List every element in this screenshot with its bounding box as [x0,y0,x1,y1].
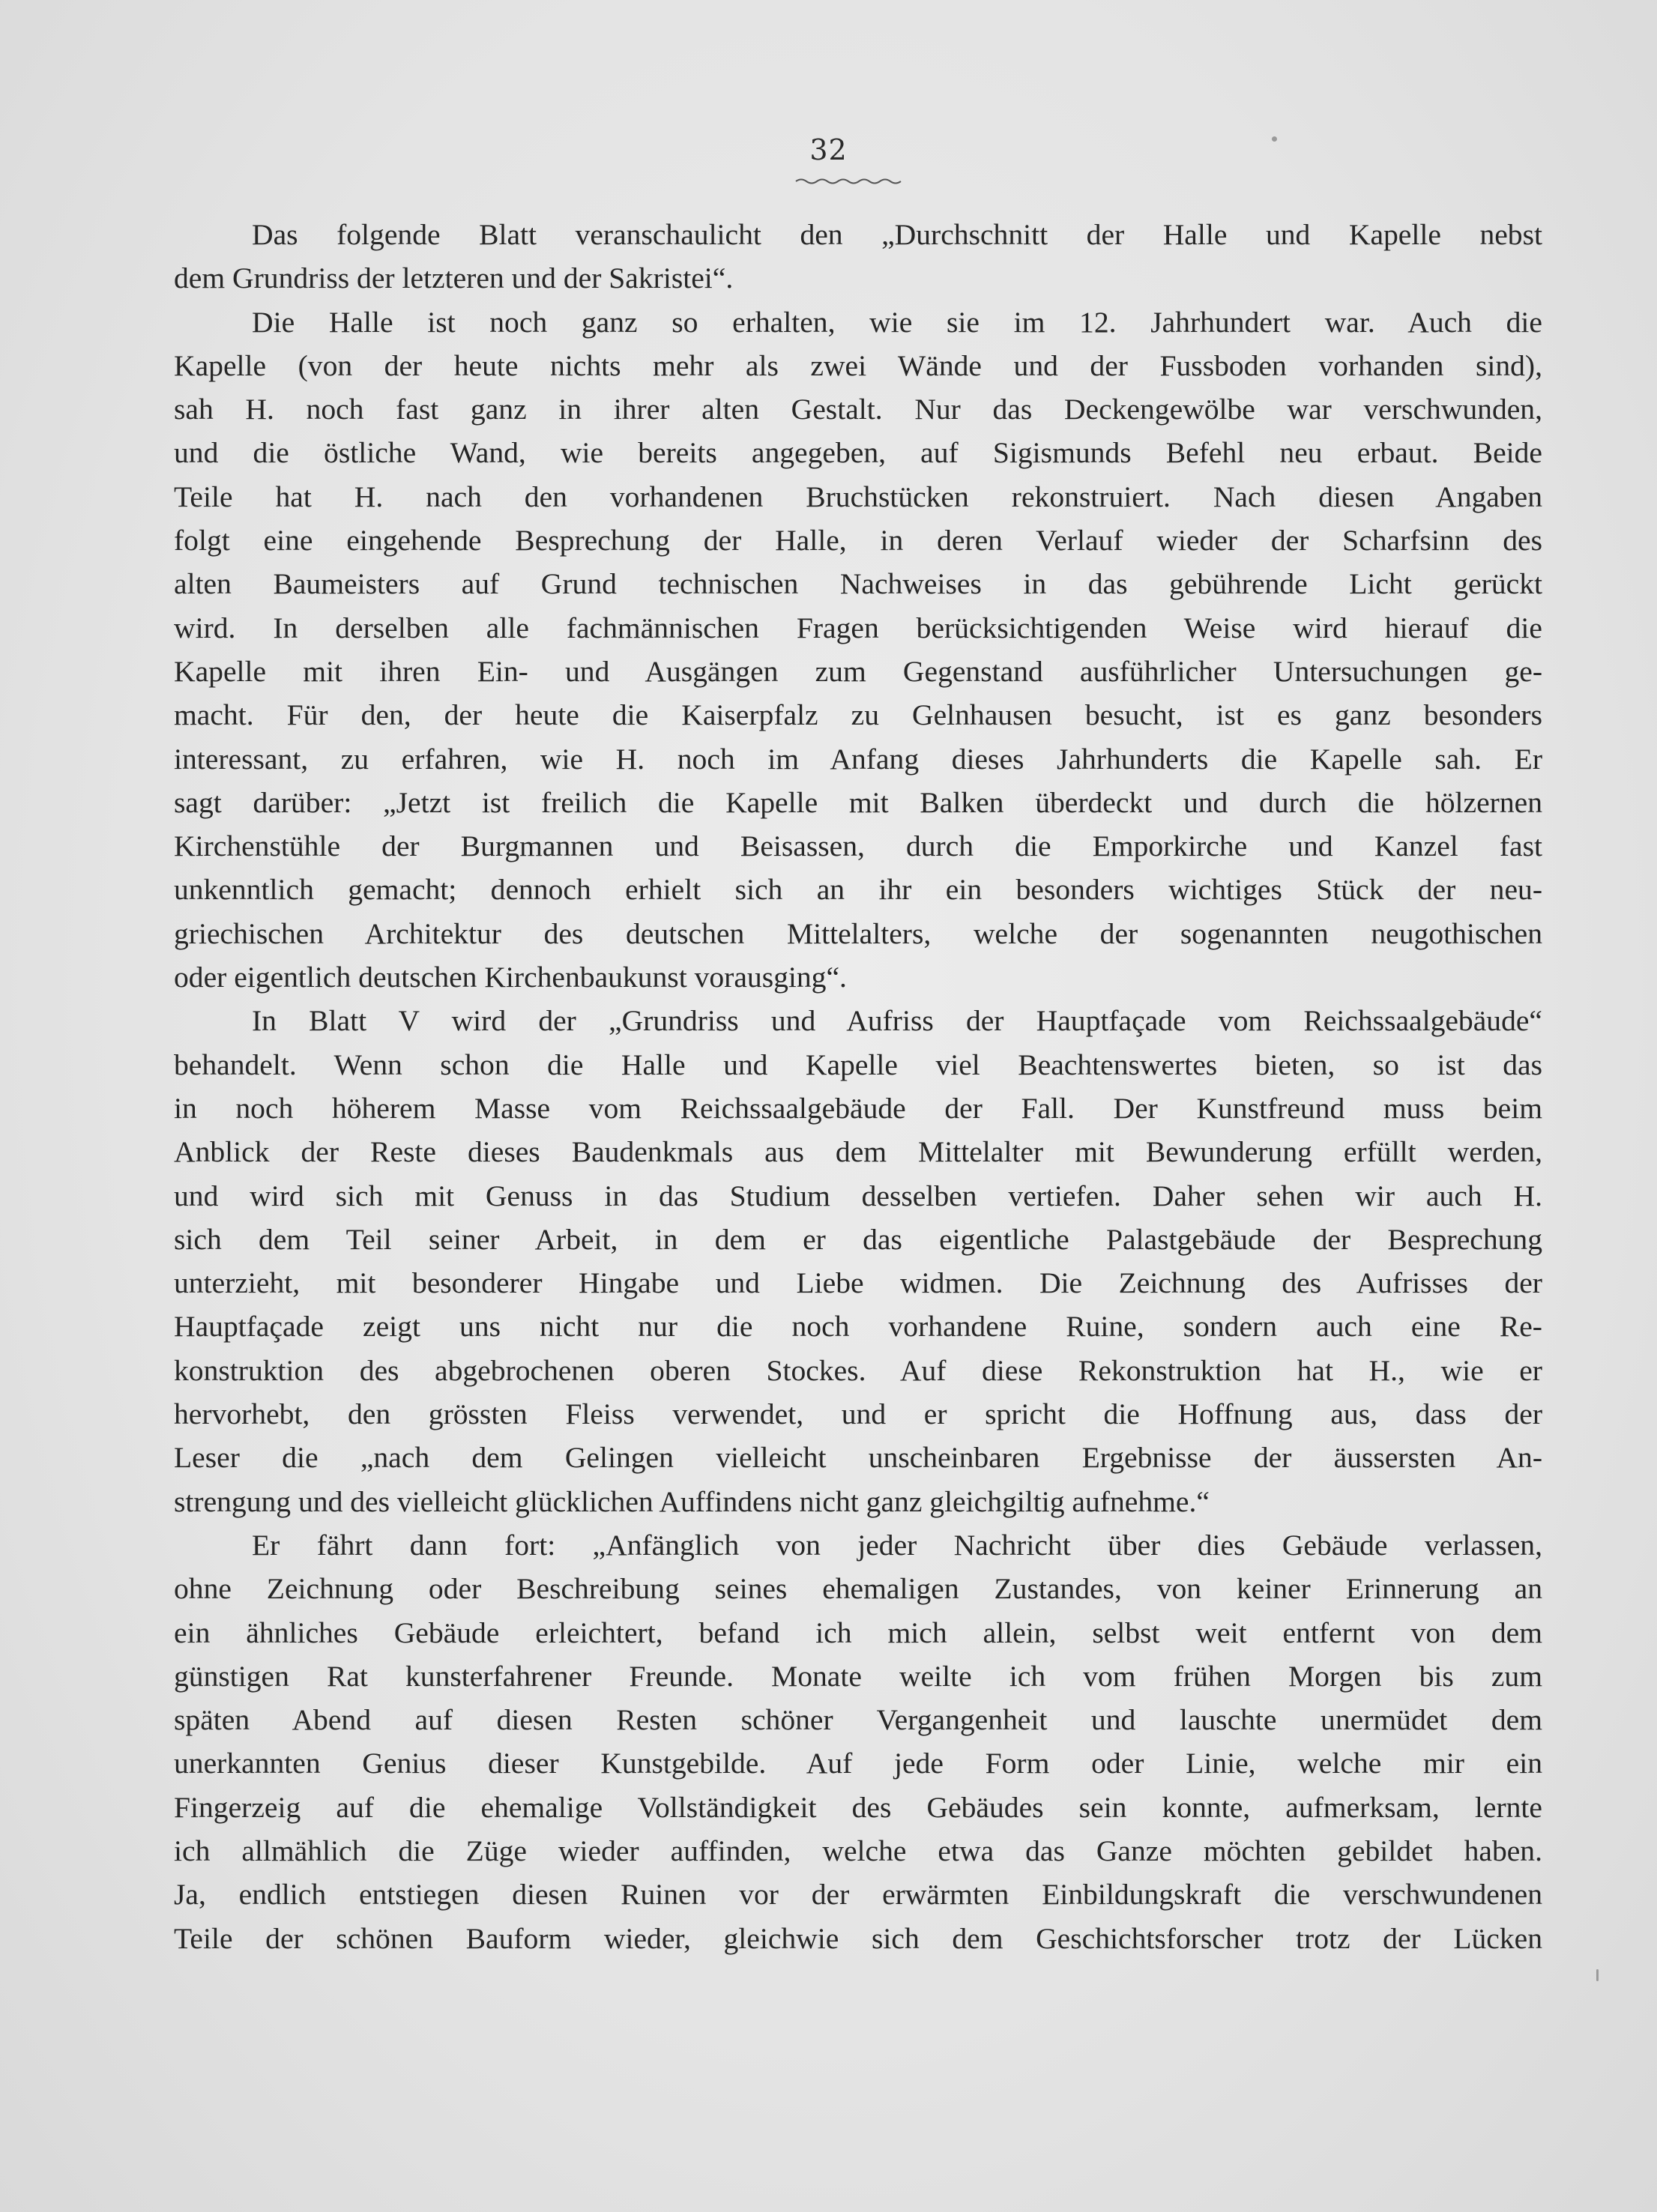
text-line: In Blatt V wird der „Grundriss und Aufriss der Hauptfaçade vom Reichssaalgebäude“ [252,1004,1542,1038]
text-line: Leser die „nach dem Gelingen vielleicht unscheinbaren Ergebnisse der äussersten An- [174,1441,1542,1475]
text-line: Kapelle (von der heute nichts mehr als zwei Wände und der Fussboden vorhanden sind), [174,348,1542,382]
text-line: interessant, zu erfahren, wie H. noch im Anfang dieses Jahrhunderts die Kapelle sah. Er [174,742,1542,776]
text-line: Er fährt dann fort: „Anfänglich von jeder Nachricht über dies Gebäude verlassen, [252,1528,1542,1562]
page-number-ornament [794,177,907,186]
text-line: ohne Zeichnung oder Beschreibung seines ehemaligen Zustandes, von keiner Erinnerung an [174,1572,1542,1606]
text-line: sagt darüber: „Jetzt ist freilich die Kapelle mit Balken überdeckt und durch die hölzernen [174,785,1542,819]
text-line: Das folgende Blatt veranschaulicht den „Durchschnitt der Halle und Kapelle nebst [252,218,1542,251]
text-line: konstruktion des abgebrochenen oberen Stockes. Auf diese Rekonstruktion hat H., wie er [174,1353,1542,1387]
text-line: macht. Für den, der heute die Kaiserpfalz zu Gelnhausen besucht, ist es ganz besonders [174,698,1542,732]
text-line: und die östliche Wand, wie bereits angegeben, auf Sigismunds Befehl neu erbaut. Beide [174,436,1542,470]
text-line: strengung und des vielleicht glücklichen Auffindens nicht ganz gleichgiltig aufnehme.“ [174,1484,1210,1518]
text-line: günstigen Rat kunsterfahrener Freunde. Monate weilte ich vom frühen Morgen bis zum [174,1659,1542,1693]
page-number: 32 [809,133,848,166]
text-line: Die Halle ist noch ganz so erhalten, wie sie im 12. Jahrhundert war. Auch die [252,305,1542,339]
text-line: ich allmählich die Züge wieder auffinden, welche etwa das Ganze möchten gebildet haben. [174,1834,1542,1867]
text-line: unterzieht, mit besonderer Hingabe und Liebe widmen. Die Zeichnung des Aufrisses der [174,1266,1542,1300]
body-text [174,213,1542,1960]
text-line: sah H. noch fast ganz in ihrer alten Gestalt. Nur das Deckengewölbe war verschwunden, [174,393,1542,426]
text-line: späten Abend auf diesen Resten schöner Vergangenheit und lauschte unermüdet dem [174,1703,1542,1737]
text-line: Ja, endlich entstiegen diesen Ruinen vor der erwärmten Einbildungskraft die verschwundenen [174,1878,1542,1912]
text-line: Kapelle mit ihren Ein- und Ausgängen zum Gegenstand ausführlicher Untersuchungen ge- [174,654,1542,688]
text-line: Fingerzeig auf die ehemalige Vollständigkeit des Gebäudes sein konnte, aufmerksam, lernte [174,1790,1542,1824]
text-line: hervorhebt, den grössten Fleiss verwendet, und er spricht die Hoffnung aus, dass der [174,1397,1542,1431]
text-line: Anblick der Reste dieses Baudenkmals aus dem Mittelalter mit Bewunderung erfüllt werden, [174,1135,1542,1169]
text-line: in noch höherem Masse vom Reichssaalgebäude der Fall. Der Kunstfreund muss beim [174,1091,1542,1125]
text-line: und wird sich mit Genuss in das Studium desselben vertiefen. Daher sehen wir auch H. [174,1179,1542,1212]
scan-speck [1596,1969,1599,1981]
text-line: Hauptfaçade zeigt uns nicht nur die noch vorhandene Ruine, sondern auch eine Re- [174,1310,1542,1344]
text-line: oder eigentlich deutschen Kirchenbaukunst vorausging“. [174,961,847,994]
text-line: Kirchenstühle der Burgmannen und Beisassen, durch die Emporkirche und Kanzel fast [174,830,1542,863]
text-line: Teile hat H. nach den vorhandenen Bruchstücken rekonstruiert. Nach diesen Angaben [174,480,1542,513]
scan-speck [1272,136,1277,142]
text-line: ein ähnliches Gebäude erleichtert, befand ich mich allein, selbst weit entfernt von dem [174,1616,1542,1649]
text-line: alten Baumeisters auf Grund technischen Nachweises in das gebührende Licht gerückt [174,567,1542,601]
text-line: Teile der schönen Bauform wieder, gleichwie sich dem Geschichtsforscher trotz der Lücken [174,1921,1542,1955]
text-line: dem Grundriss der letzteren und der Sakristei“. [174,262,734,295]
text-line: folgt eine eingehende Besprechung der Halle, in deren Verlauf wieder der Scharfsinn des [174,524,1542,557]
text-line: wird. In derselben alle fachmännischen Fragen berücksichtigenden Weise wird hierauf die [174,611,1542,644]
text-line: behandelt. Wenn schon die Halle und Kapelle viel Beachtenswertes bieten, so ist das [174,1048,1542,1081]
page-number-container [0,133,1657,166]
text-line: unkenntlich gemacht; dennoch erhielt sich an ihr ein besonders wichtiges Stück der neu- [174,873,1542,907]
text-line: sich dem Teil seiner Arbeit, in dem er das eigentliche Palastgebäude der Besprechung [174,1222,1542,1256]
text-line: unerkannten Genius dieser Kunstgebilde. Auf jede Form oder Linie, welche mir ein [174,1747,1542,1780]
text-line: griechischen Architektur des deutschen Mittelalters, welche der sogenannten neugothischen [174,916,1542,950]
